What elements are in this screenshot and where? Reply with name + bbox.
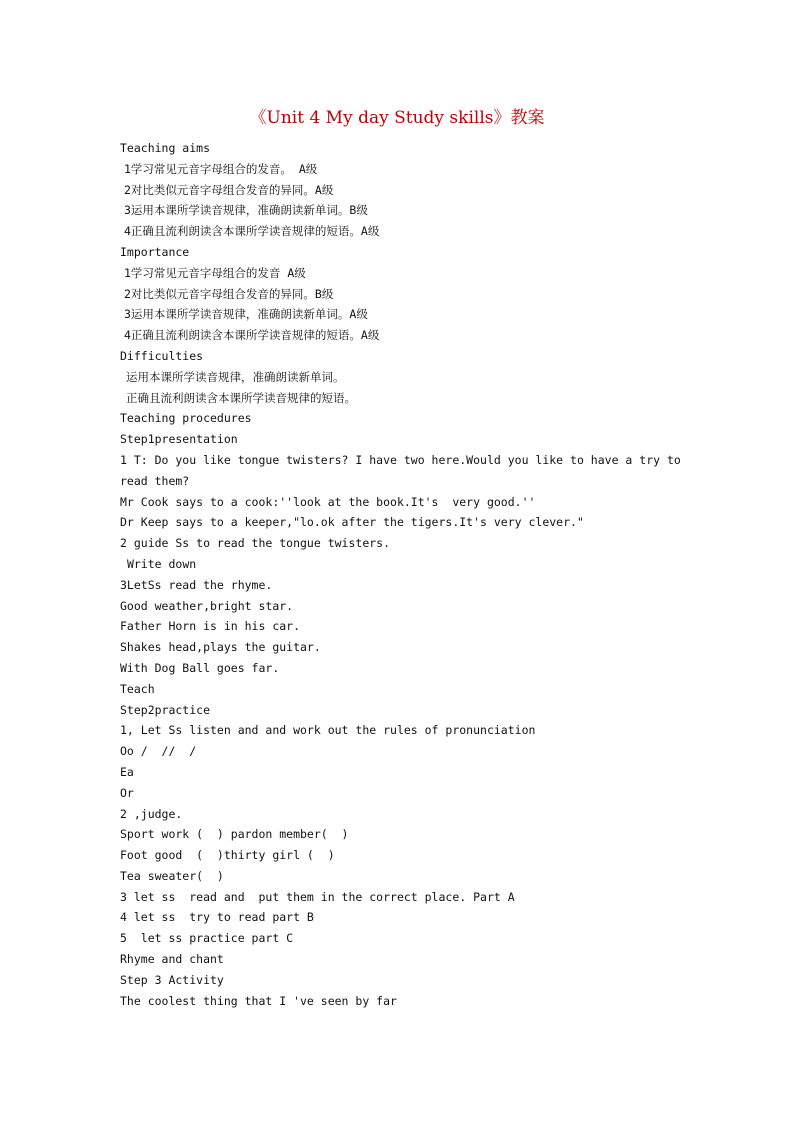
document-line: Or	[120, 785, 134, 800]
document-line: 1学习常见元音字母组合的发音 A级	[124, 265, 306, 280]
document-line: Difficulties	[120, 348, 204, 363]
document-line: 正确且流利朗读含本课所学读音规律的短语。	[126, 390, 356, 405]
document-line: The coolest thing that I 've seen by far	[120, 993, 397, 1008]
document-line: Teaching procedures	[120, 411, 252, 426]
document-line: read them?	[120, 473, 190, 488]
document-line: 运用本课所学读音规律，准确朗读新单词。	[126, 369, 345, 384]
document-line: 1学习常见元音字母组合的发音。 A级	[124, 161, 318, 176]
document-line: 2 guide Ss to read the tongue twisters.	[120, 536, 391, 551]
document-line: Sport work ( ) pardon member( )	[120, 827, 349, 842]
document-line: 4 let ss try to read part B	[120, 910, 314, 925]
document-line: 3运用本课所学读音规律，准确朗读新单词。A级	[124, 307, 368, 322]
document-line: 1, Let Ss listen and and work out the rules of pronunciation	[120, 723, 536, 738]
document-line: Father Horn is in his car.	[120, 619, 301, 634]
document-line: Foot good ( )thirty girl ( )	[120, 848, 335, 863]
document-line: Teach	[120, 681, 155, 696]
document-line: 3 let ss read and put them in the correct place. Part A	[120, 889, 515, 904]
document-line: 4正确且流利朗读含本课所学读音规律的短语。A级	[124, 224, 380, 239]
document-line: Step1presentation	[120, 432, 238, 447]
document-line: 1 T: Do you like tongue twisters? I have two here.Would you like to have a try to	[120, 452, 681, 467]
document-line: Dr Keep says to a keeper,"lo.ok after the tigers.It's very clever."	[120, 515, 584, 530]
document-line: Shakes head,plays the guitar.	[120, 640, 321, 655]
document-line: Mr Cook says to a cook:''look at the book.It's very good.''	[120, 494, 536, 509]
document-line: 2 ,judge.	[120, 806, 183, 821]
document-line: Ea	[120, 764, 134, 779]
document-line: Tea sweater( )	[120, 868, 224, 883]
document-line: Teaching aims	[120, 141, 211, 155]
document-line: 3运用本课所学读音规律，准确朗读新单词。B级	[124, 203, 368, 218]
document-line: Oo / // /	[120, 744, 197, 759]
document-line: 4正确且流利朗读含本课所学读音规律的短语。A级	[124, 328, 380, 343]
document-title: 《Unit 4 My day Study skills》教案	[249, 108, 545, 128]
document-line: Good weather,bright star.	[120, 598, 294, 613]
document-line: Step2practice	[120, 702, 211, 717]
document-line: 2对比类似元音字母组合发音的异同。A级	[124, 182, 334, 197]
document-line: Rhyme and chant	[120, 952, 224, 967]
document-line: 2对比类似元音字母组合发音的异同。B级	[124, 286, 334, 301]
document-line: Importance	[120, 244, 190, 259]
document-line: Write down	[120, 556, 197, 571]
document-line: Step 3 Activity	[120, 972, 224, 987]
document-line: 5 let ss practice part C	[120, 931, 294, 946]
document-line: 3LetSs read the rhyme.	[120, 577, 273, 592]
document-body	[120, 138, 720, 1011]
document-line: With Dog Ball goes far.	[120, 660, 280, 675]
